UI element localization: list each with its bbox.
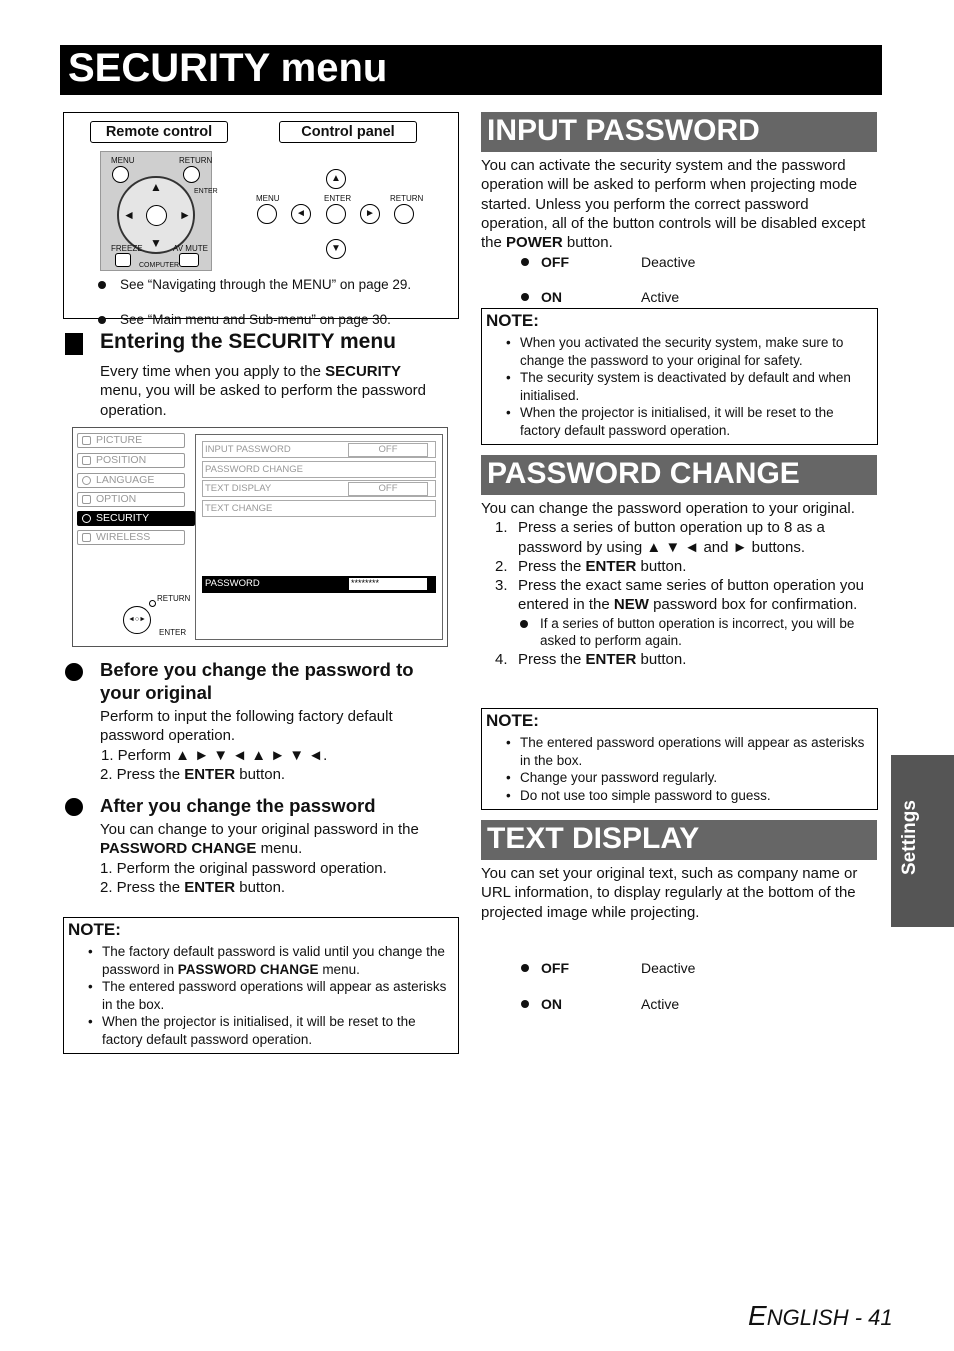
panel-return-text: RETURN <box>390 194 424 203</box>
control-panel-image <box>256 169 426 261</box>
osd-menu-picture: PICTURE <box>77 433 185 448</box>
before-change-text: Perform to input the following factory default password operation. 1. Perform ▲ ► ▼ ◄ ▲ ► ▼ ◄. 2. Press the ENTER button. <box>100 708 393 783</box>
panel-down-button: ▼ <box>326 239 346 259</box>
panel-enter-button <box>326 204 346 224</box>
dpad-left-icon: ◄ <box>123 208 135 222</box>
note-title: NOTE: <box>486 311 539 330</box>
entering-heading: Entering the SECURITY menu <box>100 330 396 353</box>
remote-freeze-text: FREEZE <box>111 244 143 253</box>
input-password-heading: INPUT PASSWORD <box>481 112 877 152</box>
wireless-icon <box>82 533 91 542</box>
osd-row-password-change: PASSWORD CHANGE <box>202 461 436 478</box>
note-item: • The entered password operations will appear as asterisks in the box. <box>82 978 450 1013</box>
remote-computer-button <box>179 253 199 267</box>
panel-return-button <box>394 204 414 224</box>
before-change-heading: Before you change the password to your original <box>100 659 414 703</box>
input-password-opt-on: ON Active <box>483 288 954 306</box>
remote-menu-button <box>112 166 129 183</box>
panel-right-button: ► <box>360 204 380 224</box>
password-step-1: 1. Press a series of button operation up to 8 as a password by using ▲ ▼ ◄ and ► buttons. <box>495 519 825 556</box>
note-list <box>68 943 450 1048</box>
osd-menu-wireless: WIRELESS <box>77 530 185 545</box>
osd-menu-language: LANGUAGE <box>77 473 185 488</box>
note-item: • Do not use too simple password to guess. <box>500 787 871 805</box>
note-item: • The factory default password is valid until you change the password in PASSWORD CHANGE menu. <box>82 943 450 978</box>
osd-enter-text: ENTER <box>159 628 187 637</box>
page-footer: ENGLISH - 41 <box>748 1300 893 1331</box>
remote-control-image <box>100 151 218 271</box>
note-item: • The entered password operations will appear as asterisks in the box. <box>500 734 871 769</box>
osd-return-icon <box>149 600 156 607</box>
text-display-opt-off: OFF Deactive <box>483 959 954 977</box>
before-step-1: 1. Perform ▲ ► ▼ ◄ ▲ ► ▼ ◄. <box>101 746 328 764</box>
key-icon <box>82 514 91 523</box>
globe-icon <box>82 476 91 485</box>
input-password-text: You can activate the security system and the password operation will be asked to perform when projecting mode started. Unless you perform the correct password operation, all of the button controls will be disabled except the POWER button. <box>481 157 866 252</box>
text-display-opt-on: ON Active <box>483 995 954 1013</box>
password-change-text: You can change the password operation to your original. 1. Press a series of button operation up to 8 as a password by using ▲ ▼ ◄ and ► buttons. 2. Press the ENTER button. 3. Press the exact same series of button operation you entered in the NEW password box for confirmation. If a series of button operation is incorrect, you will be asked to perform again. 4. Press the ENTER button. <box>481 499 881 669</box>
osd-password-bar: PASSWORD ******** <box>202 576 436 593</box>
panel-left-button: ◄ <box>291 204 311 224</box>
picture-icon <box>82 436 91 445</box>
remote-dpad <box>117 176 195 254</box>
osd-return-text: RETURN <box>157 594 191 603</box>
remote-av-mute-text: AV MUTE <box>173 244 208 253</box>
password-step-2: 2. Press the ENTER button. <box>495 557 687 575</box>
osd-menu-position: POSITION <box>77 453 185 468</box>
note-list <box>486 734 871 804</box>
ref-main-menu: See “Main menu and Sub-menu” on page 30. <box>62 311 456 329</box>
note-list <box>486 334 871 439</box>
entering-text: Every time when you apply to the SECURITY menu, you will be asked to perform the password operation. <box>100 363 426 419</box>
section-marker-icon <box>65 333 83 355</box>
note-item: • When the projector is initialised, it will be reset to the factory default password operation. <box>82 1013 450 1048</box>
note-box-left <box>63 917 459 1054</box>
note-title: NOTE: <box>486 711 539 730</box>
after-change-heading: After you change the password <box>100 795 376 816</box>
osd-row-input-password: INPUT PASSWORD OFF <box>202 441 436 458</box>
subsection-marker-icon <box>65 663 83 681</box>
osd-row-text-change: TEXT CHANGE <box>202 500 436 517</box>
option-icon <box>82 495 91 504</box>
osd-menu-option: OPTION <box>77 492 185 507</box>
osd-row-text-display: TEXT DISPLAY OFF <box>202 480 436 497</box>
note-item: • Change your password regularly. <box>500 769 871 787</box>
dpad-down-icon: ▼ <box>150 236 162 250</box>
remote-return-text: RETURN <box>179 156 213 165</box>
after-change-text: You can change to your original password in the PASSWORD CHANGE menu. 1. Perform the original password operation. 2. Press the ENTER button. <box>100 821 419 896</box>
osd-screenshot <box>72 427 448 647</box>
position-icon <box>82 456 91 465</box>
panel-menu-text: MENU <box>256 194 280 203</box>
note-item: • The security system is deactivated by default and when initialised. <box>500 369 871 404</box>
subsection-marker-icon <box>65 798 83 816</box>
remote-menu-text: MENU <box>111 156 135 165</box>
password-step-4: 4. Press the ENTER button. <box>495 650 687 668</box>
note-item: • When the projector is initialised, it will be reset to the factory default password operation. <box>500 404 871 439</box>
note-box-right-1 <box>481 308 878 445</box>
page-title: SECURITY menu <box>60 45 882 95</box>
panel-up-button: ▲ <box>326 169 346 189</box>
panel-menu-button <box>257 204 277 224</box>
remote-freeze-button <box>115 253 131 267</box>
password-step-3: 3. Press the exact same series of button operation you entered in the NEW password box for confirmation. <box>495 577 865 614</box>
remote-computer-text: COMPUTER <box>139 262 180 269</box>
password-step-3-sub: If a series of button operation is incorrect, you will be asked to perform again. <box>481 615 881 650</box>
remote-return-button <box>183 166 200 183</box>
remote-control-label: Remote control <box>90 121 228 143</box>
password-change-heading: PASSWORD CHANGE <box>481 455 877 495</box>
panel-enter-text: ENTER <box>324 194 352 203</box>
dpad-up-icon: ▲ <box>150 180 162 194</box>
input-password-opt-off: OFF Deactive <box>483 253 954 271</box>
note-title: NOTE: <box>68 920 121 939</box>
ref-navigating: See “Navigating through the MENU” on page 29. <box>62 276 456 294</box>
note-item: • When you activated the security system, make sure to change the password to your original for safety. <box>500 334 871 369</box>
note-box-right-2 <box>481 708 878 810</box>
dpad-right-icon: ► <box>179 208 191 222</box>
control-panel-label: Control panel <box>279 121 417 143</box>
text-display-text: You can set your original text, such as company name or URL information, to display regularly at the bottom of the projected image while projecting. <box>481 865 858 921</box>
remote-enter-text: ENTER <box>194 188 218 195</box>
osd-navigation-icon: ◄○► <box>123 606 151 634</box>
settings-side-tab: Settings <box>891 755 954 927</box>
text-display-heading: TEXT DISPLAY <box>481 820 877 860</box>
controls-illustration-box <box>63 112 459 327</box>
osd-menu-security: SECURITY <box>77 511 195 526</box>
dpad-center-button <box>146 205 167 226</box>
osd-password-field: ******** <box>349 578 427 590</box>
osd-submenu-panel <box>195 434 443 640</box>
